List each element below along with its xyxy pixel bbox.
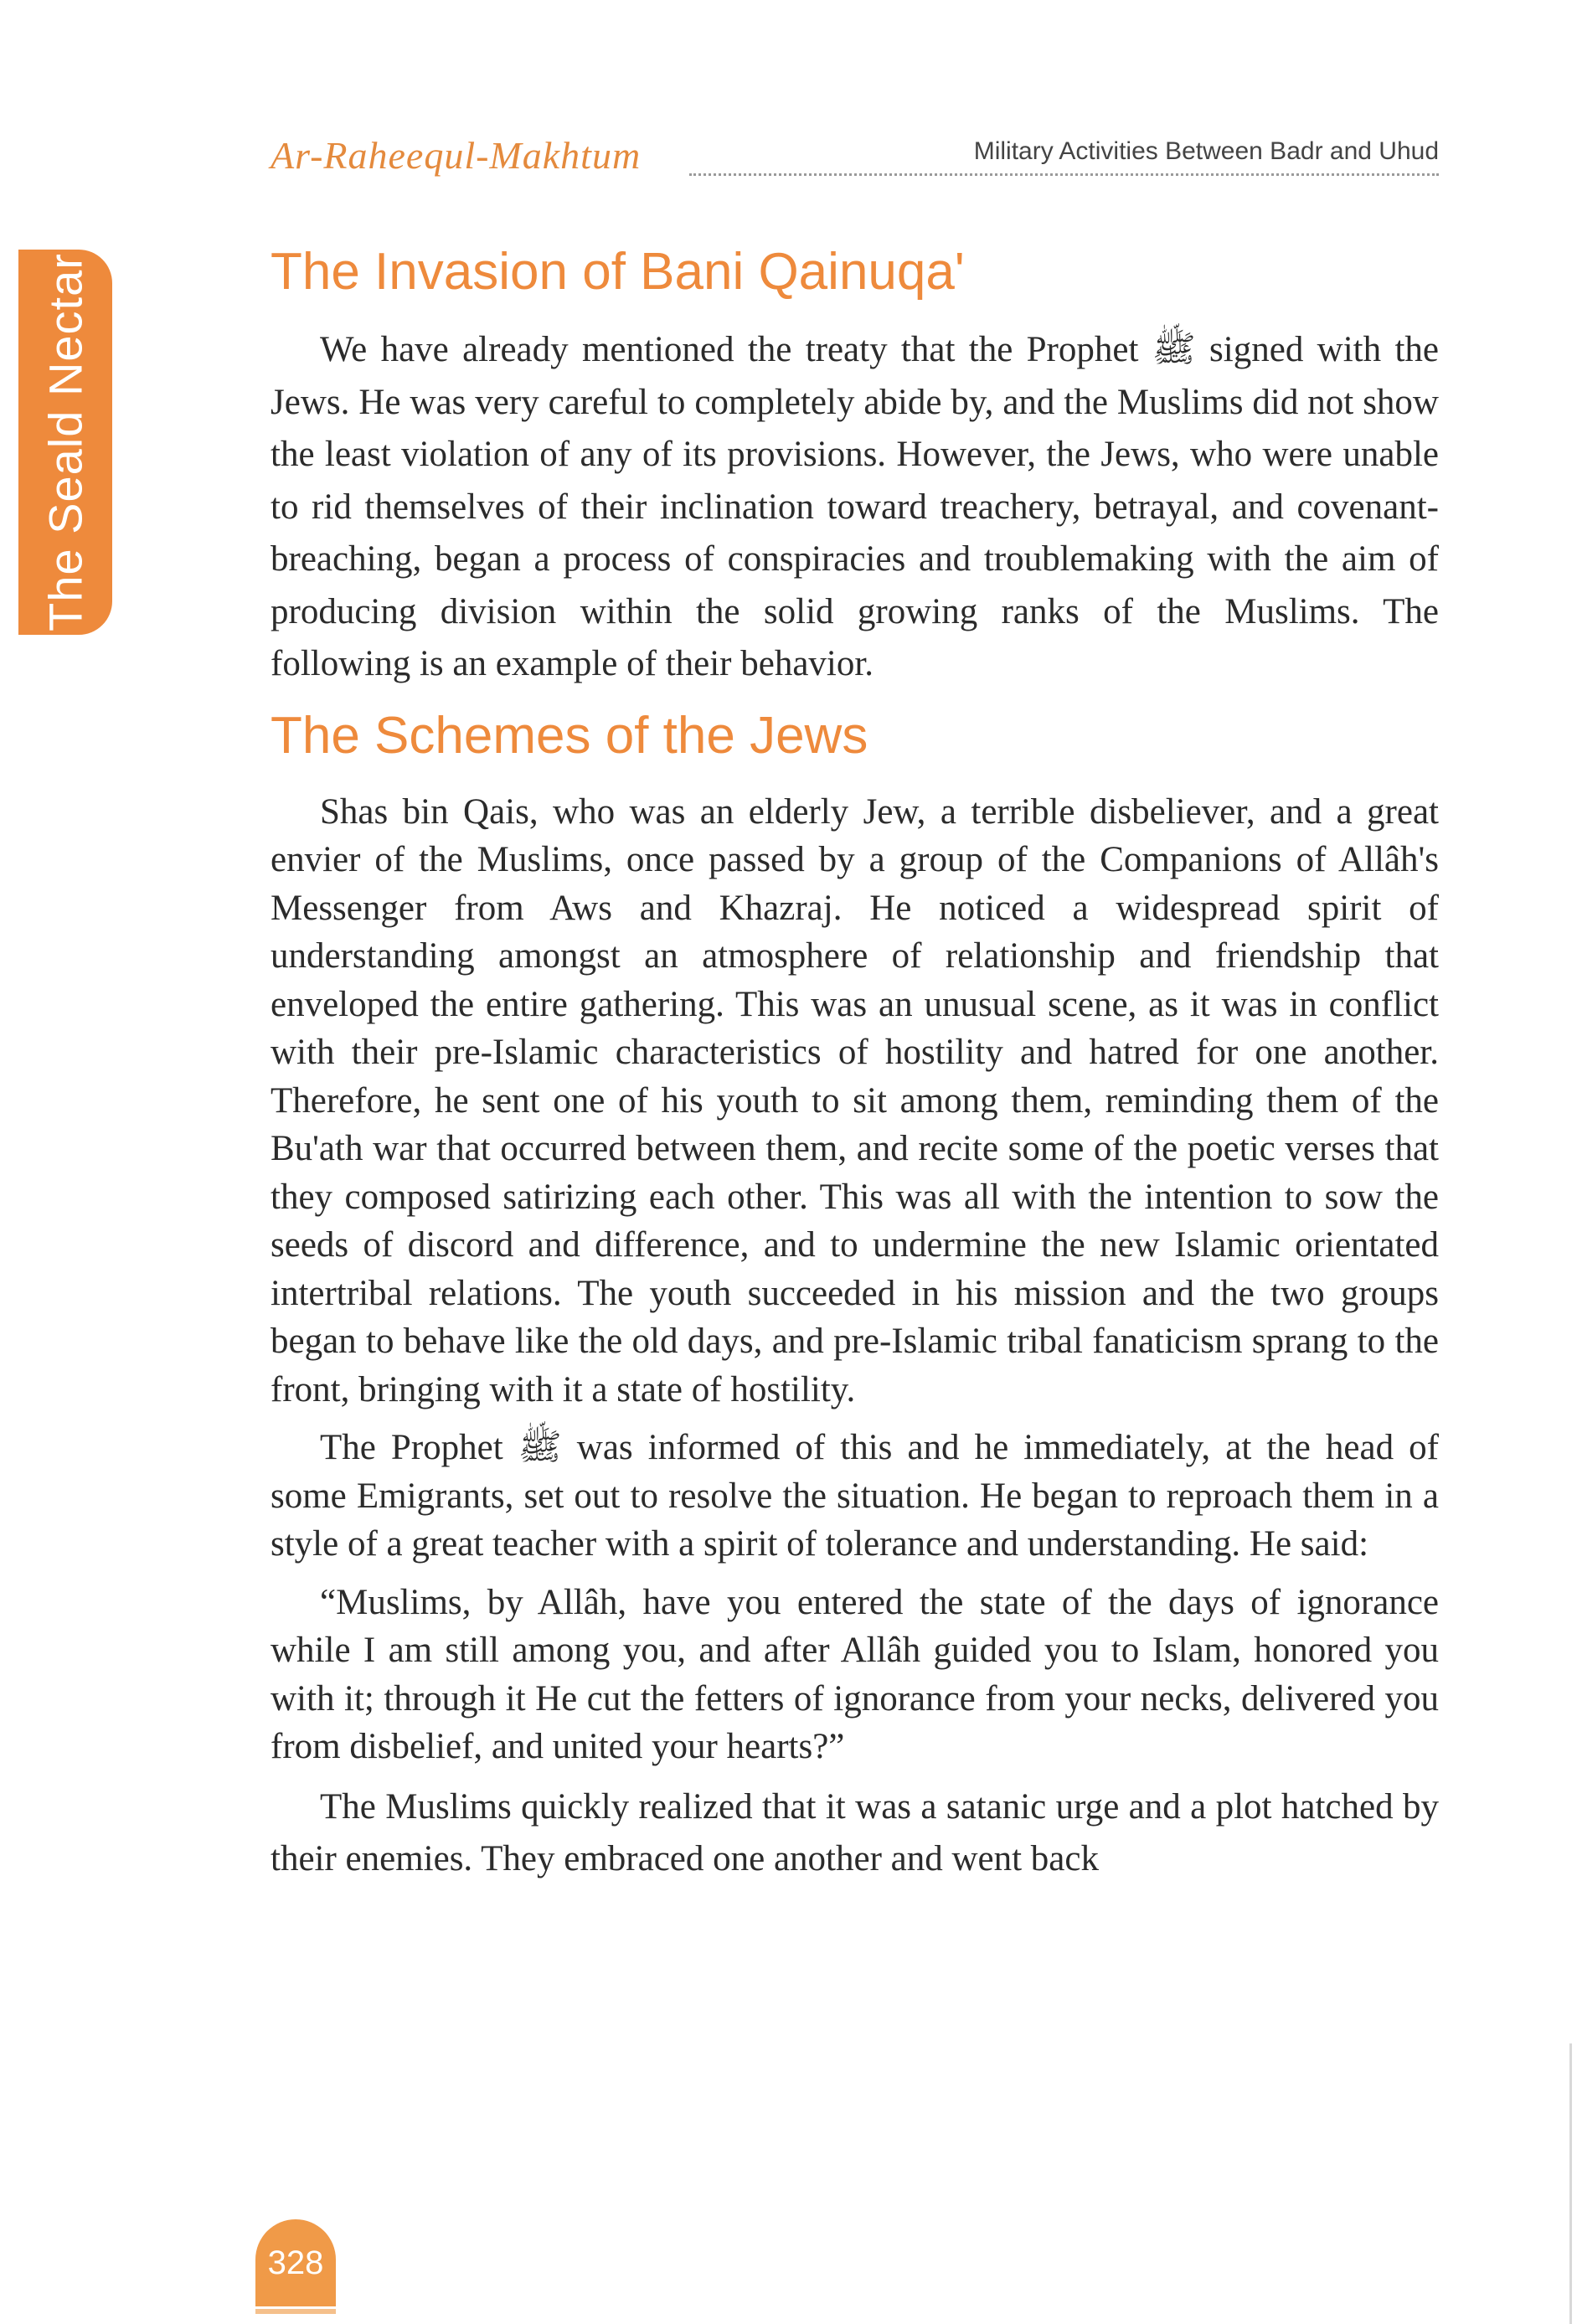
side-tab <box>18 250 112 635</box>
book-logo: Ar-Raheequl-Makhtum <box>271 134 642 177</box>
page-header <box>271 117 1439 184</box>
page-number: 328 <box>255 2219 336 2306</box>
paragraph: The Prophet ﷺ was informed of this and he immediately, at the head of some Emigrants, set out to resolve the situation. He began to reproach them in a style of a great teacher with a spirit of tolerance and understanding. He said: <box>271 1428 1439 1564</box>
paragraph: “Muslims, by Allâh, have you entered the state of the days of ignorance while I am still among you, and after Allâh guided you to Islam, honored you with it; through it He cut the fetters of ignorance from your necks, delivered you from disbelief, and united your hearts?” <box>271 1582 1439 1766</box>
side-tab-label: The Seald Nectar <box>39 253 92 631</box>
page-number-underline <box>255 2309 336 2314</box>
page-edge-line <box>1569 2043 1572 2324</box>
paragraph: The Muslims quickly realized that it was a satanic urge and a plot hatched by their enemies. They embraced one another and went back <box>271 1786 1439 1878</box>
paragraph: Shas bin Qais, who was an elderly Jew, a terrible disbeliever, and a great envier of the Muslims, once passed by a group of the Companions of Allâh's Messenger from Aws and Khazraj. He noticed a widespread spirit of understanding amongst an atmosphere of relationship and friendship that enveloped the entire gathering. This was an unusual scene, as it was in conflict with their pre-Islamic characteristics of hostility and hatred for one another. Therefore, he sent one of his youth to sit among them, reminding them of the Bu'ath war that occurred between them, and recite some of the poetic verses that they composed satirizing each other. This was all with the intention to sow the seeds of discord and difference, and to undermine the new Islamic orientated intertribal relations. The youth succeeded in his mission and the two groups began to behave like the old days, and pre-Islamic tribal fanaticism sprang to the front, bringing with it a state of hostility. <box>271 791 1439 1409</box>
page-content <box>271 239 1439 1893</box>
paragraph: We have already mentioned the treaty that the Prophet ﷺ signed with the Jews. He was very careful to completely abide by, and the Muslims did not show the least violation of any of its provisions. However, the Jews, who were unable to rid themselves of their inclination toward treachery, betrayal, and covenant-breaching, began a process of conspiracies and troublemaking with the aim of producing division within the solid growing ranks of the Muslims. The following is an example of their behavior. <box>271 330 1439 683</box>
section-heading-invasion: The Invasion of Bani Qainuqa' <box>271 243 965 301</box>
section-heading-schemes: The Schemes of the Jews <box>271 706 868 765</box>
header-divider <box>689 173 1439 176</box>
chapter-title: Military Activities Between Badr and Uhud <box>973 137 1439 165</box>
